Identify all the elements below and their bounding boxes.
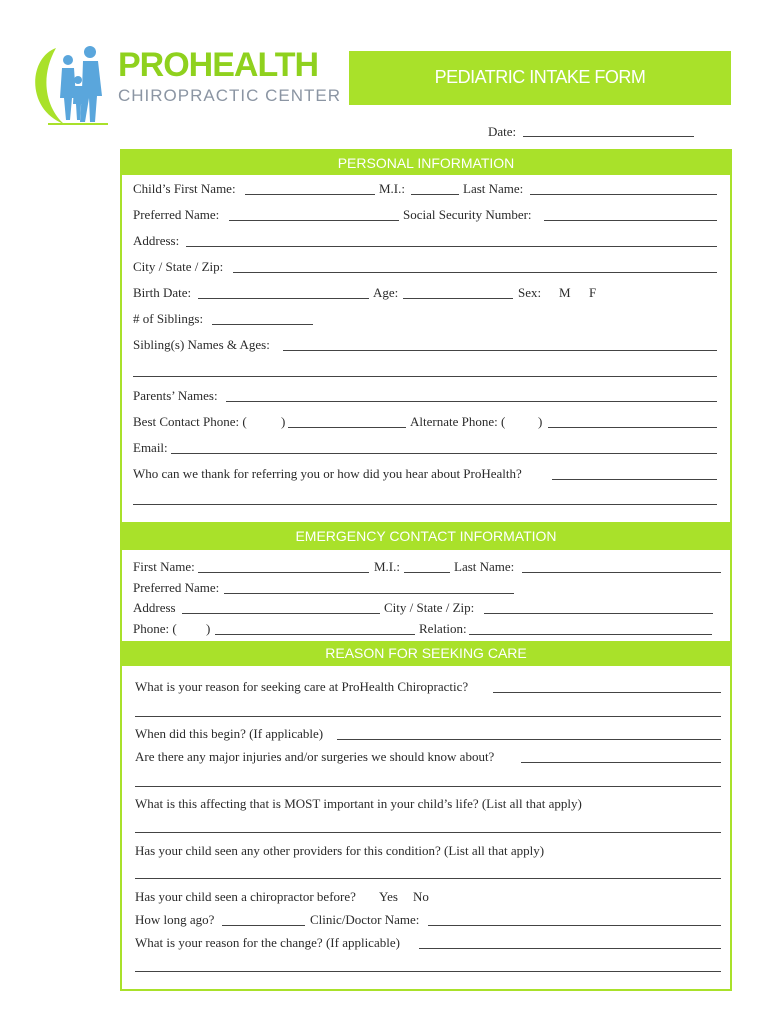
best-phone-field[interactable] bbox=[288, 427, 406, 428]
birth-date-field[interactable] bbox=[198, 298, 369, 299]
form-title: PEDIATRIC INTAKE FORM bbox=[434, 67, 646, 87]
sex-label: Sex: bbox=[518, 285, 542, 300]
best-phone-label: Best Contact Phone: ( bbox=[133, 414, 247, 429]
emergency-mi-field[interactable] bbox=[404, 572, 450, 573]
child-first-name-field[interactable] bbox=[245, 194, 375, 195]
emergency-phone-paren: ) bbox=[206, 621, 211, 636]
family-logo-icon bbox=[28, 40, 128, 130]
parents-names-label: Parents’ Names: bbox=[133, 388, 218, 403]
chiro-no-option[interactable]: No bbox=[413, 889, 429, 904]
address-field[interactable] bbox=[186, 246, 717, 247]
reason-q7-field[interactable] bbox=[222, 925, 305, 926]
reason-q5-label: Has your child seen any other providers for this condition? (List all that apply) bbox=[135, 843, 545, 858]
reason-q8-field-2[interactable] bbox=[135, 971, 721, 972]
clinic-doctor-field[interactable] bbox=[428, 925, 721, 926]
referral-label: Who can we thank for referring you or how did you hear about ProHealth? bbox=[133, 466, 522, 481]
emergency-last-name-label: Last Name: bbox=[454, 559, 515, 574]
reason-q3-field[interactable] bbox=[521, 762, 721, 763]
reason-q1-label: What is your reason for seeking care at ProHealth Chiropractic? bbox=[135, 679, 469, 694]
mi-label: M.I.: bbox=[379, 181, 405, 196]
reason-q4-label: What is this affecting that is MOST important in your child’s life? (List all that apply) bbox=[135, 796, 582, 811]
date-label: Date: bbox=[488, 124, 517, 139]
sibling-names-field-2[interactable] bbox=[133, 376, 717, 377]
emergency-first-name-field[interactable] bbox=[198, 572, 369, 573]
sibling-names-label: Sibling(s) Names & Ages: bbox=[133, 337, 270, 352]
reason-q8-label: What is your reason for the change? (If applicable) bbox=[135, 935, 400, 950]
emergency-first-name-label: First Name: bbox=[133, 559, 195, 574]
referral-field[interactable] bbox=[552, 479, 717, 480]
emergency-address-label: Address bbox=[133, 600, 176, 615]
reason-q6-label: Has your child seen a chiropractor before? bbox=[135, 889, 356, 904]
reason-q1-field[interactable] bbox=[493, 692, 721, 693]
preferred-name-field[interactable] bbox=[229, 220, 399, 221]
reason-q7-label: How long ago? bbox=[135, 912, 215, 927]
emergency-phone-label: Phone: ( bbox=[133, 621, 177, 636]
emergency-last-name-field[interactable] bbox=[522, 572, 721, 573]
clinic-doctor-label: Clinic/Doctor Name: bbox=[310, 912, 420, 927]
age-field[interactable] bbox=[403, 298, 513, 299]
emergency-relation-field[interactable] bbox=[469, 634, 712, 635]
reason-q1-field-2[interactable] bbox=[135, 716, 721, 717]
sibling-names-field[interactable] bbox=[283, 350, 717, 351]
alt-phone-label: Alternate Phone: ( bbox=[410, 414, 506, 429]
emergency-preferred-label: Preferred Name: bbox=[133, 580, 220, 595]
preferred-name-label: Preferred Name: bbox=[133, 207, 220, 222]
emergency-city-field[interactable] bbox=[484, 613, 713, 614]
mi-field[interactable] bbox=[411, 194, 459, 195]
chiro-yes-option[interactable]: Yes bbox=[379, 889, 398, 904]
reason-q3-label: Are there any major injuries and/or surgeries we should know about? bbox=[135, 749, 495, 764]
email-label: Email: bbox=[133, 440, 168, 455]
siblings-field[interactable] bbox=[212, 324, 313, 325]
city-state-zip-label: City / State / Zip: bbox=[133, 259, 224, 274]
emergency-address-field[interactable] bbox=[182, 613, 380, 614]
referral-field-2[interactable] bbox=[133, 504, 717, 505]
reason-q2-label: When did this begin? (If applicable) bbox=[135, 726, 324, 741]
last-name-label: Last Name: bbox=[463, 181, 524, 196]
alt-phone-paren: ) bbox=[538, 414, 543, 429]
address-label: Address: bbox=[133, 233, 180, 248]
birth-date-label: Birth Date: bbox=[133, 285, 192, 300]
last-name-field[interactable] bbox=[530, 194, 717, 195]
reason-q8-field[interactable] bbox=[419, 948, 721, 949]
reason-q3-field-2[interactable] bbox=[135, 786, 721, 787]
alt-phone-field[interactable] bbox=[548, 427, 717, 428]
reason-q5-field[interactable] bbox=[135, 878, 721, 879]
section-personal-header: PERSONAL INFORMATION bbox=[122, 151, 730, 175]
reason-q2-field[interactable] bbox=[337, 739, 721, 740]
emergency-phone-field[interactable] bbox=[215, 634, 415, 635]
reason-q4-field[interactable] bbox=[135, 832, 721, 833]
emergency-city-label: City / State / Zip: bbox=[384, 600, 475, 615]
date-field[interactable] bbox=[523, 136, 694, 137]
emergency-mi-label: M.I.: bbox=[374, 559, 400, 574]
ssn-field[interactable] bbox=[544, 220, 717, 221]
emergency-preferred-field[interactable] bbox=[224, 593, 514, 594]
child-first-name-label: Child’s First Name: bbox=[133, 181, 236, 196]
emergency-relation-label: Relation: bbox=[419, 621, 467, 636]
sex-option-m[interactable]: M bbox=[559, 285, 571, 300]
siblings-label: # of Siblings: bbox=[133, 311, 204, 326]
parents-names-field[interactable] bbox=[226, 401, 717, 402]
ssn-label: Social Security Number: bbox=[403, 207, 532, 222]
brand-name: PROHEALTH bbox=[118, 46, 319, 84]
sex-option-f[interactable]: F bbox=[589, 285, 597, 300]
email-field[interactable] bbox=[171, 453, 717, 454]
best-phone-paren: ) bbox=[281, 414, 286, 429]
age-label: Age: bbox=[373, 285, 399, 300]
section-reason-header: REASON FOR SEEKING CARE bbox=[122, 641, 730, 666]
section-emergency-header: EMERGENCY CONTACT INFORMATION bbox=[122, 522, 730, 550]
brand-subtitle: CHIROPRACTIC CENTER bbox=[118, 86, 342, 105]
form-frame bbox=[120, 149, 732, 991]
city-state-zip-field[interactable] bbox=[233, 272, 717, 273]
form-title-box bbox=[349, 51, 731, 105]
